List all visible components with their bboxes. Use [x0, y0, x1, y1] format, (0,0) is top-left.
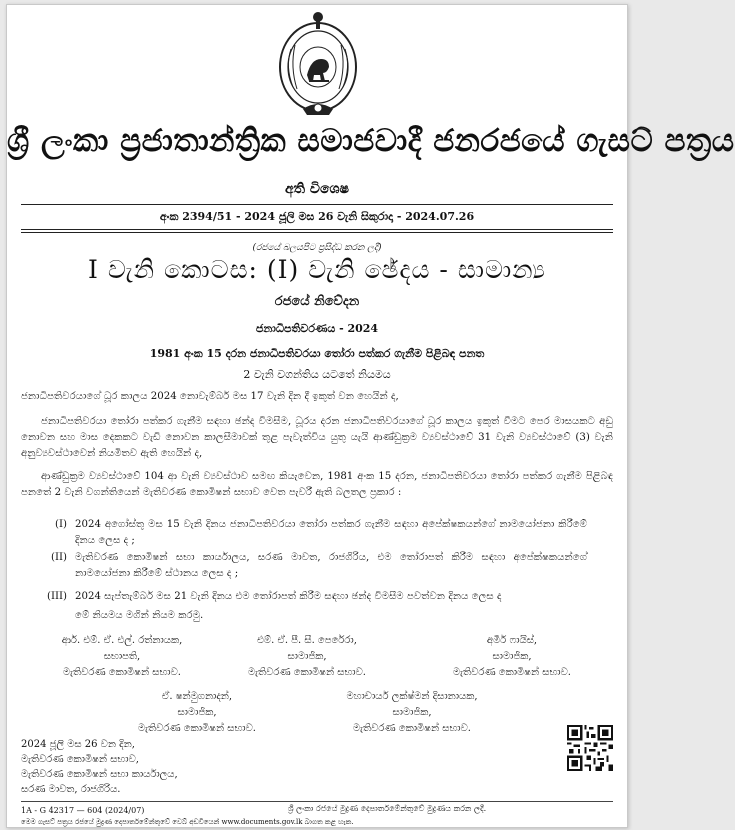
divider — [21, 801, 613, 802]
signatory-name: අමීර් ෆායිස්, — [486, 635, 538, 646]
signatory-org: මැතිවරණ කොමිෂන් සභාව. — [63, 667, 181, 678]
footer-address-line: මැතිවරණ කොමිෂන් සභාව, — [21, 754, 139, 765]
printer-line: ශ්‍රී ලංකා රජයේ මුද්‍රණ දෙපාර්තමේන්තුවේ මුද්‍රණය කරන ලදී. — [287, 804, 487, 813]
signatory — [327, 689, 497, 737]
gov-notifications-heading: රජයේ නිවේදන — [274, 294, 360, 309]
item-number: (I) — [55, 519, 67, 530]
signatory — [427, 633, 597, 681]
paragraph-3: ආණ්ඩුක්‍රම ව්‍යවස්ථාවේ 104 ආ වැනි ව්‍යවස්ථාව සමඟ කියැවෙන, 1981 අංක 15 දරන, ජනාධිපතිවරයා තෝරා පත්කර ගැනීම පිළිබඳ පනතේ 2 වැනි වගන්තියෙන් මැතිවරණ කොමිෂන් සභාව වෙත පැවරී ඇති බලතල ප්‍රකාර : — [21, 471, 613, 498]
signatory-role: සාමාජික, — [392, 707, 432, 718]
gazette-code: 1A - G 42317 — 604 (2024/07) — [21, 806, 145, 815]
gazette-title: ශ්‍රී ලංකා ප්‍රජාතාන්ත්‍රික සමාජවාදී ජනරජයේ ගැසට් පත්‍රය — [7, 123, 735, 159]
sri-lanka-emblem-icon — [273, 9, 363, 119]
regulation-title: 2 වැනි වගන්තිය යටතේ නියමය — [243, 368, 391, 381]
signatory-name: ඒ. ෂන්මුගනාදන්, — [161, 691, 233, 702]
signatory — [37, 633, 207, 681]
act-title: 1981 අංක 15 දරන ජනාධිපතිවරයා තෝරා පත්කර ගැනීම පිළිබඳ පනත — [149, 347, 485, 360]
qr-code-icon — [567, 725, 613, 771]
paragraph-4: මේ නියමය මගින් නියම කරමු. — [75, 610, 204, 621]
paragraph-2: ජනාධිපතිවරයා තෝරා පත්කර ගැනීම සඳහා ඡන්ද විමසීම, ධූරය දරන ජනාධිපතිවරයාගේ ධූර කාලය ඉකුත් වීමට පෙර මාසයකට අඩු නොවන සහ මාස දෙකකට වැඩි නොවන කාලසීමාවක් තුළ පැවැත්විය යුතු යැයි ආණ්ඩුක්‍රම ව්‍යවස්ථාවේ 31 වැනි ව්‍යවස්ථාවේ (3) වැනි අනුව්‍යවස්ථාවෙන් නියමිතව ඇති හෙයින් ද, — [21, 416, 613, 459]
signatory-org: මැතිවරණ කොමිෂන් සභාව. — [353, 723, 471, 734]
signatory-role: සාමාජික, — [177, 707, 217, 718]
signatory-role: සාමාජික, — [492, 651, 532, 662]
extraordinary-label: අති විශෙෂ — [285, 181, 349, 197]
signatory-name: ආර්. එම්. ඒ. එල්. රත්නායක, — [61, 635, 183, 646]
website-line: මෙම ගැසට් පත්‍රය රජයේ මුද්‍රණ දෙපාර්තමේන්තුවේ වෙබ් අඩවියෙන් www.documents.gov.lk බාගත කළ හැක. — [21, 818, 354, 826]
divider — [21, 232, 613, 233]
section-heading: ජනාධිපතිවරණය - 2024 — [255, 322, 379, 335]
published-by: (රජයේ බලයපිට ප්‍රසිද්ධ කරන ලදී) — [252, 243, 382, 253]
signatory-org: මැතිවරණ කොමිෂන් සභාව. — [248, 667, 366, 678]
signatory-name: මහාචාර්ය ලක්ෂ්මන් දිසානායක, — [346, 691, 478, 702]
signatory — [222, 633, 392, 681]
footer-address — [21, 737, 178, 797]
gazette-page — [6, 4, 735, 828]
signatory — [112, 689, 282, 737]
item-text: මැතිවරණ කොමිෂන් සභා කාර්යාලය, සරණ මාවත, රාජගිරිය, එම තෝරාපත් කිරීම සඳහා අපේක්ෂකයන්ගේ නාමයෝජනා කිරීමේ ස්ථානය ලෙස ද ; — [75, 552, 587, 579]
paragraph-1: ජනාධිපතිවරයාගේ ධූර කාලය 2024 නොවැම්බර් මස 17 වැනි දින දී ඉකුත් වන හෙයින් ද, — [21, 391, 399, 402]
footer-date: 2024 ජූලි මස 26 වන දින, — [21, 739, 135, 750]
signatory-role: සාමාජික, — [287, 651, 327, 662]
item-number: (II) — [51, 552, 67, 563]
signatory-role: සභාපති, — [103, 651, 141, 662]
footer-address-line: සරණ මාවත, රාජගිරිය. — [21, 784, 121, 795]
footer-address-line: මැතිවරණ කොමිෂන් සභා කාර්යාලය, — [21, 769, 178, 780]
divider — [21, 229, 613, 230]
item-text: 2024 අගෝස්තු මස 15 වැනි දිනය ජනාධිපතිවරයා තෝරා පත්කර ගැනීම සඳහා අපේක්ෂකයන්ගේ නාමයෝජනා කිරීමේ දිනය ලෙස ද ; — [75, 519, 587, 546]
signatory-org: මැතිවරණ කොමිෂන් සභාව. — [453, 667, 571, 678]
issue-line: අංක 2394/51 - 2024 ජූලි මස 26 වැනි සිකුරාදා - 2024.07.26 — [159, 210, 475, 223]
part-heading: I වැනි කොටස: (I) වැනි ඡේදය - සාමාන්‍ය — [88, 255, 546, 284]
item-number: (III) — [46, 591, 67, 602]
signatory-name: එම්. ඒ. පී. සී. පෙරේරා, — [257, 635, 357, 646]
item-text: 2024 සැප්තැම්බර් මස 21 වැනි දිනය එම තෝරාපත් කිරීම සඳහා ඡන්ද විමසීම පවත්වන දිනය ලෙස ද — [75, 591, 502, 602]
signatory-org: මැතිවරණ කොමිෂන් සභාව. — [138, 723, 256, 734]
divider — [21, 204, 613, 205]
